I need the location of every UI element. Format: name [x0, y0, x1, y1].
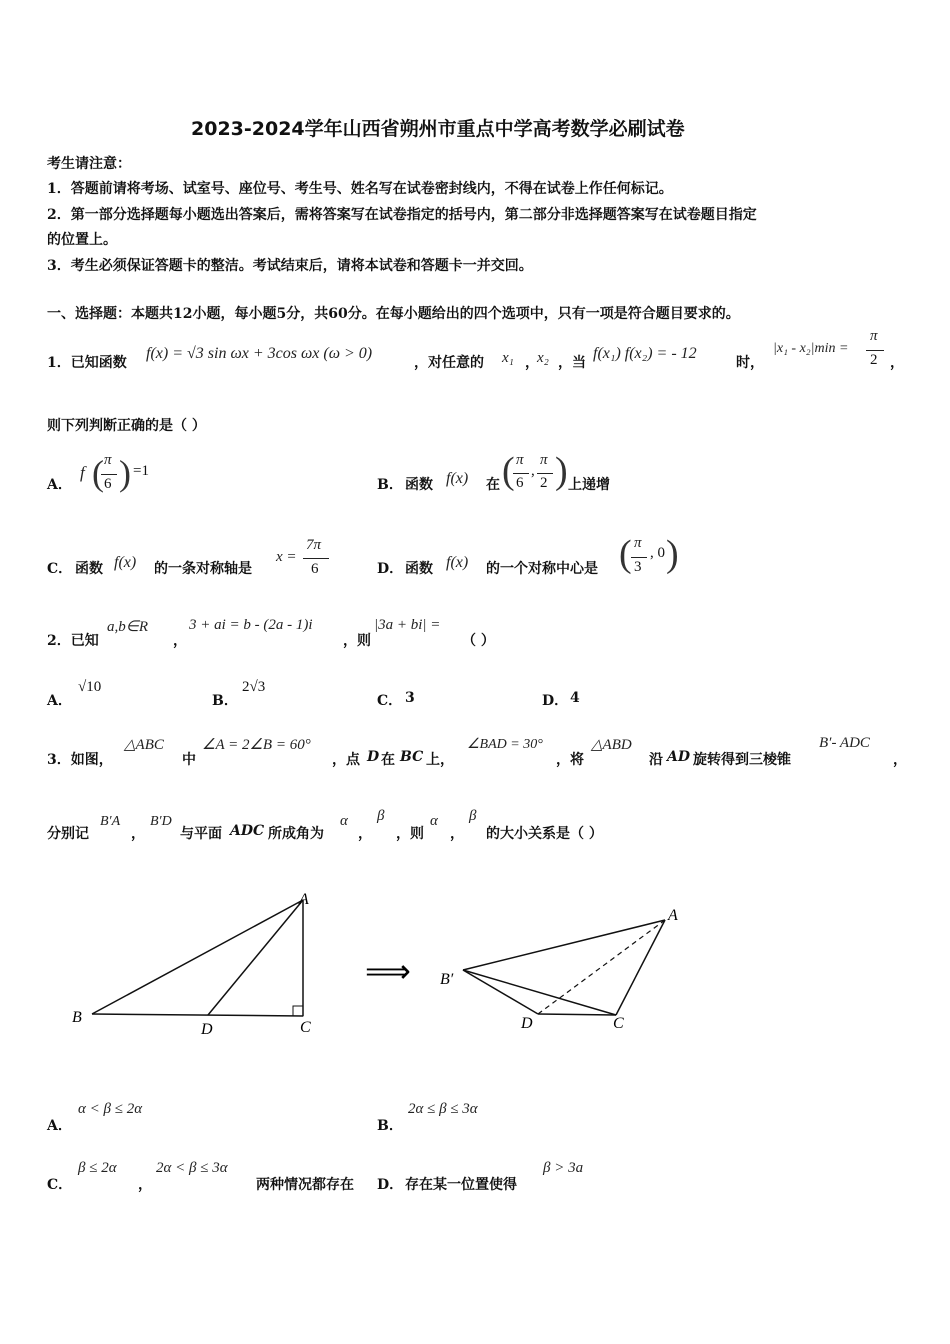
q3-lead: 3．如图， [47, 752, 113, 768]
segment-b-prime-a [463, 920, 665, 970]
q1-function: f(x) = √3 sin ωx + 3cos ωx (ω > 0) [146, 345, 373, 362]
q1-min-expression: |x₁ - x₂|min = [773, 341, 849, 356]
q2-text: ，则 [343, 633, 371, 649]
notice-item: 的位置上。 [47, 232, 117, 248]
q3-option-d-text: 存在某一位置使得 [405, 1177, 517, 1193]
label-b: B [72, 1009, 82, 1026]
q1-option-b-pi: π [540, 452, 548, 468]
q1-option-d-zero: , 0 [650, 545, 665, 561]
figure-right-pyramid [440, 907, 678, 1032]
paren-left: ( [92, 453, 104, 493]
q3-alpha: α [430, 813, 438, 829]
q1-option-c-denominator: 6 [311, 561, 319, 577]
q1-option-b-f: f(x) [446, 470, 469, 487]
segment-da-dashed [538, 920, 665, 1014]
q3-text: 中 [182, 752, 196, 768]
segment-b-prime-d [463, 970, 538, 1014]
q3-triangle: △ABC [124, 737, 164, 753]
q3-text: 在 [381, 752, 395, 768]
q3-alpha: α [340, 813, 348, 829]
q2-option-c-value: 3 [405, 690, 415, 706]
q3-option-c-expr2: 2α < β ≤ 3α [156, 1160, 228, 1176]
q1-option-c-numerator: 7π [306, 537, 322, 553]
q3-option-c-label[interactable]: C． [47, 1177, 73, 1193]
q2-option-a-label[interactable]: A． [47, 693, 72, 709]
q1-option-b-two: 2 [540, 475, 548, 491]
segment-ad [208, 900, 303, 1015]
q1-option-d-f: f(x) [446, 554, 469, 571]
q1-lead: 1．已知函数 [47, 355, 127, 371]
q1-option-a-eq: =1 [133, 463, 149, 479]
paren-right: ) [666, 533, 679, 575]
q2-option-d-value: 4 [570, 690, 580, 706]
fraction-bar [303, 558, 329, 559]
q3-beta: β [469, 808, 477, 824]
paren-right: ) [555, 450, 568, 492]
q1-option-b-text: 上递增 [568, 477, 610, 493]
q3-ad: AD [667, 749, 691, 765]
q3-text: 上， [426, 752, 454, 768]
q1-option-b-text: 在 [486, 477, 500, 493]
q3-option-a-label[interactable]: A． [47, 1118, 72, 1134]
q1-option-b-six: 6 [516, 475, 524, 491]
fraction-bar [537, 473, 553, 474]
q1-option-d-text: 的一个对称中心是 [486, 561, 598, 577]
q2-equation: 3 + ai = b - (2a - 1)i [189, 617, 313, 633]
q3-point-d: D [367, 749, 380, 765]
q3-option-b-label[interactable]: B． [377, 1118, 403, 1134]
section-heading: 一、选择题：本题共12小题，每小题5分，共60分。在每小题给出的四个选项中，只有一项是符合题目要求的。 [47, 306, 740, 322]
q1-option-b-text: 函数 [405, 477, 433, 493]
q2-option-b-value: 2√3 [242, 679, 266, 695]
q2-option-b-label[interactable]: B． [212, 693, 238, 709]
q1-option-a-pi: π [104, 452, 112, 468]
q1-option-b-label[interactable]: B． [377, 477, 403, 493]
notice-heading: 考生请注意： [47, 156, 131, 172]
q2-option-d-label[interactable]: D． [542, 693, 569, 709]
q1-two: 2 [870, 352, 878, 368]
paren-left: ( [502, 450, 515, 492]
label-b-prime: B′ [440, 971, 454, 988]
q3-text: 旋转得到三棱锥 [693, 752, 791, 768]
q3-beta: β [377, 808, 385, 824]
q3-text: ，将 [556, 752, 584, 768]
q1-option-c-text: 的一条对称轴是 [154, 561, 252, 577]
q3-text: ， [131, 826, 145, 842]
q2-abs: |3a + bi| = [374, 617, 441, 633]
label-d: D [201, 1021, 213, 1038]
q3-bc: BC [400, 749, 424, 765]
q1-pi: π [870, 328, 878, 344]
q1-option-c-text: 函数 [75, 561, 103, 577]
q1-x2: x₂ [537, 350, 549, 366]
q3-triangle-abd: △ABD [591, 737, 632, 753]
q3-line2-lead: 分别记 [47, 826, 89, 842]
segment-dc [538, 1014, 616, 1015]
q1-option-b-pi: π [516, 452, 524, 468]
q2-lead: 2．已知 [47, 633, 99, 649]
q3-text: 沿 [649, 752, 663, 768]
q3-text: 与平面 [180, 826, 222, 842]
q3-angles: ∠A = 2∠B = 60° [202, 737, 311, 753]
q3-text: ，点 [332, 752, 360, 768]
q1-text: 时， [736, 355, 764, 371]
right-angle-mark [293, 1006, 303, 1016]
notice-item: 2．第一部分选择题每小题选出答案后，需将答案写在试卷指定的括号内，第二部分非选择题答案写在试卷题目指定 [47, 207, 757, 223]
fraction-bar [101, 474, 117, 475]
label-a: A [299, 891, 309, 908]
segment-bc [92, 1014, 303, 1016]
q3-figure [60, 880, 700, 1050]
q3-text: 所成角为 [268, 826, 324, 842]
q2-option-a-value: √10 [78, 679, 102, 695]
q1-option-c-label[interactable]: C． [47, 561, 73, 577]
q1-prompt: 则下列判断正确的是（ ） [47, 418, 206, 434]
q1-option-a-f: f [80, 463, 85, 482]
q2-option-c-label[interactable]: C． [377, 693, 403, 709]
q1-option-c-x: x = [276, 549, 297, 565]
paren-left: ( [619, 533, 632, 575]
page-title: 2023-2024学年山西省朔州市重点中学高考数学必刷试卷 [191, 118, 685, 140]
fraction-bar [866, 350, 884, 351]
segment-b-prime-c [463, 970, 616, 1015]
paren-right: ) [119, 453, 131, 493]
q3-option-d-label[interactable]: D． [377, 1177, 404, 1193]
q2-text: ， [173, 633, 187, 649]
label-d: D [521, 1015, 533, 1032]
figure-left-triangle [72, 891, 311, 1038]
q1-text: ，当 [558, 355, 586, 371]
q3-option-c-text: 两种情况都存在 [256, 1177, 354, 1193]
q1-text: ，对任意的 [414, 355, 484, 371]
label-a: A [668, 907, 678, 924]
q1-option-a-label[interactable]: A． [47, 477, 72, 493]
q3-text: 的大小关系是（ ） [486, 826, 603, 842]
q3-option-b-expr: 2α ≤ β ≤ 3α [408, 1101, 478, 1117]
q1-option-d-label[interactable]: D． [377, 561, 404, 577]
segment-ba [92, 900, 303, 1014]
q3-angle-bad: ∠BAD = 30° [467, 737, 543, 752]
fraction-bar [513, 473, 529, 474]
label-c: C [300, 1019, 311, 1036]
q1-option-d-three: 3 [634, 559, 642, 575]
label-c: C [613, 1015, 624, 1032]
q1-option-a-six: 6 [104, 476, 112, 492]
notice-item: 1．答题前请将考场、试室号、座位号、考生号、姓名写在试卷密封线内，不得在试卷上作任何标记。 [47, 181, 673, 197]
segment-ca [616, 920, 665, 1015]
q3-pyramid: B′- ADC [819, 735, 870, 751]
fraction-bar [631, 557, 647, 558]
q3-text: ，则 [396, 826, 424, 842]
q3-bd: B′D [150, 814, 172, 829]
q1-option-c-f: f(x) [114, 554, 137, 571]
q3-text: ， [358, 826, 372, 842]
q1-text: ， [890, 355, 904, 371]
implies-arrow: ⟹ [365, 953, 411, 989]
q3-ba: B′A [100, 814, 121, 829]
q2-set: a,b∈R [107, 619, 148, 635]
q3-text: ， [450, 826, 464, 842]
q3-option-c-expr1: β ≤ 2α [78, 1160, 117, 1176]
q1-option-d-pi: π [634, 535, 642, 551]
q1-text: ， [525, 355, 539, 371]
q1-condition: f(x₁) f(x₂) = - 12 [593, 345, 697, 362]
comma: , [531, 463, 535, 479]
q3-option-d-expr: β > 3a [543, 1160, 584, 1176]
q1-x1: x₁ [502, 350, 514, 366]
q3-text: ， [893, 752, 907, 768]
q2-blank: （ ） [462, 633, 495, 649]
q3-option-a-expr: α < β ≤ 2α [78, 1101, 143, 1117]
q3-plane-adc: ADC [230, 823, 265, 839]
notice-item: 3．考生必须保证答题卡的整洁。考试结束后，请将本试卷和答题卡一并交回。 [47, 258, 533, 274]
q3-option-c-text: ， [138, 1177, 152, 1193]
q1-option-d-text: 函数 [405, 561, 433, 577]
